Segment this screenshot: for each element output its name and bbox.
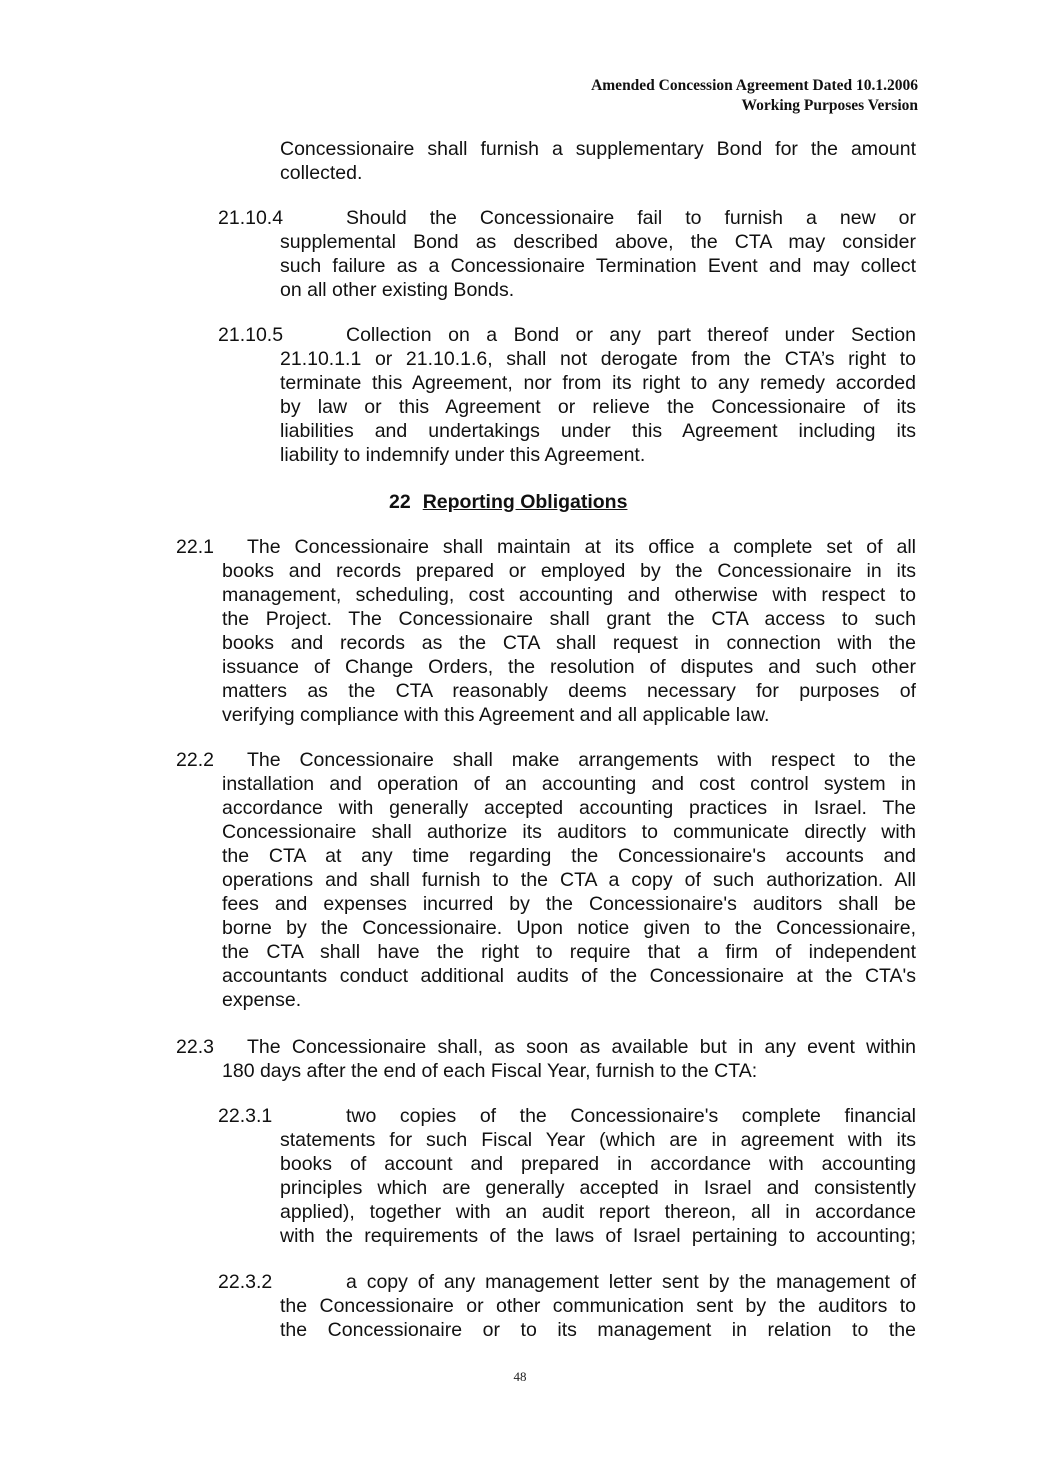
running-header-version: Working Purposes Version — [741, 97, 918, 114]
section-number: 22 — [389, 491, 411, 513]
section-heading — [389, 490, 627, 514]
section-title: Reporting Obligations — [422, 491, 628, 513]
paragraph-line: The Concessionaire shall, as soon as available but in any event within — [247, 1036, 916, 1058]
paragraph-line: the Concessionaire or other communication sent by the auditors to — [280, 1295, 916, 1317]
clause-number: 21.10.5 — [218, 324, 284, 346]
paragraph-line: The Concessionaire shall maintain at its office a complete set of all — [247, 536, 916, 558]
paragraph-line: with the requirements of the laws of Israel pertaining to accounting; — [280, 1225, 916, 1247]
paragraph-line: liabilities and undertakings under this Agreement including its — [280, 420, 916, 442]
paragraph-line: 180 days after the end of each Fiscal Year, furnish to the CTA: — [222, 1060, 758, 1082]
paragraph-line: two copies of the Concessionaire's complete financial — [346, 1105, 916, 1127]
clause-number: 22.3.2 — [218, 1271, 273, 1293]
clause-number: 22.1 — [176, 536, 214, 558]
paragraph-line: 21.10.1.1 or 21.10.1.6, shall not derogate from the CTA’s right to — [280, 348, 916, 370]
paragraph-line: the CTA at any time regarding the Concessionaire's accounts and — [222, 845, 916, 867]
paragraph-line: collected. — [280, 162, 363, 184]
paragraph-line: the Project. The Concessionaire shall grant the CTA access to such — [222, 608, 916, 630]
paragraph-line: The Concessionaire shall make arrangements with respect to the — [247, 749, 916, 771]
paragraph-line: management, scheduling, cost accounting and otherwise with respect to — [222, 584, 916, 606]
paragraph-line: such failure as a Concessionaire Termination Event and may collect — [280, 255, 916, 277]
paragraph-line: installation and operation of an accounting and cost control system in — [222, 773, 916, 795]
paragraph-line: a copy of any management letter sent by the management of — [346, 1271, 916, 1293]
running-header-title: Amended Concession Agreement Dated 10.1.2006 — [591, 77, 918, 94]
paragraph-line: borne by the Concessionaire. Upon notice given to the Concessionaire, — [222, 917, 916, 939]
paragraph-line: terminate this Agreement, nor from its right to any remedy accorded — [280, 372, 916, 394]
paragraph-line: statements for such Fiscal Year (which are in agreement with its — [280, 1129, 916, 1151]
paragraph-line: fees and expenses incurred by the Concessionaire's auditors shall be — [222, 893, 916, 915]
paragraph-line: verifying compliance with this Agreement and all applicable law. — [222, 704, 770, 726]
paragraph-line: the CTA shall have the right to require that a firm of independent — [222, 941, 916, 963]
paragraph-line: Collection on a Bond or any part thereof under Section — [346, 324, 916, 346]
paragraph-line: books of account and prepared in accordance with accounting — [280, 1153, 916, 1175]
paragraph-line: books and records prepared or employed by the Concessionaire in its — [222, 560, 916, 582]
clause-number: 22.3.1 — [218, 1105, 273, 1127]
paragraph-line: Should the Concessionaire fail to furnish a new or — [346, 207, 916, 229]
paragraph-line: accountants conduct additional audits of the Concessionaire at the CTA's — [222, 965, 916, 987]
clause-number: 21.10.4 — [218, 207, 284, 229]
clause-number: 22.2 — [176, 749, 214, 771]
paragraph-line: applied), together with an audit report thereon, all in accordance — [280, 1201, 916, 1223]
paragraph-line: supplemental Bond as described above, the CTA may consider — [280, 231, 916, 253]
paragraph-line: operations and shall furnish to the CTA a copy of such authorization. All — [222, 869, 916, 891]
paragraph-line: liability to indemnify under this Agreement. — [280, 444, 646, 466]
paragraph-line: Concessionaire shall authorize its auditors to communicate directly with — [222, 821, 916, 843]
paragraph-line: Concessionaire shall furnish a supplementary Bond for the amount — [280, 138, 916, 160]
paragraph-line: matters as the CTA reasonably deems necessary for purposes of — [222, 680, 916, 702]
paragraph-line: expense. — [222, 989, 302, 1011]
clause-number: 22.3 — [176, 1036, 214, 1058]
paragraph-line: the Concessionaire or to its management in relation to the — [280, 1319, 916, 1341]
paragraph-line: issuance of Change Orders, the resolution of disputes and such other — [222, 656, 916, 678]
paragraph-line: books and records as the CTA shall request in connection with the — [222, 632, 916, 654]
paragraph-line: by law or this Agreement or relieve the Concessionaire of its — [280, 396, 916, 418]
paragraph-line: on all other existing Bonds. — [280, 279, 515, 301]
paragraph-line: accordance with generally accepted accounting practices in Israel. The — [222, 797, 916, 819]
paragraph-line: principles which are generally accepted in Israel and consistently — [280, 1177, 916, 1199]
page-number: 48 — [513, 1369, 527, 1384]
